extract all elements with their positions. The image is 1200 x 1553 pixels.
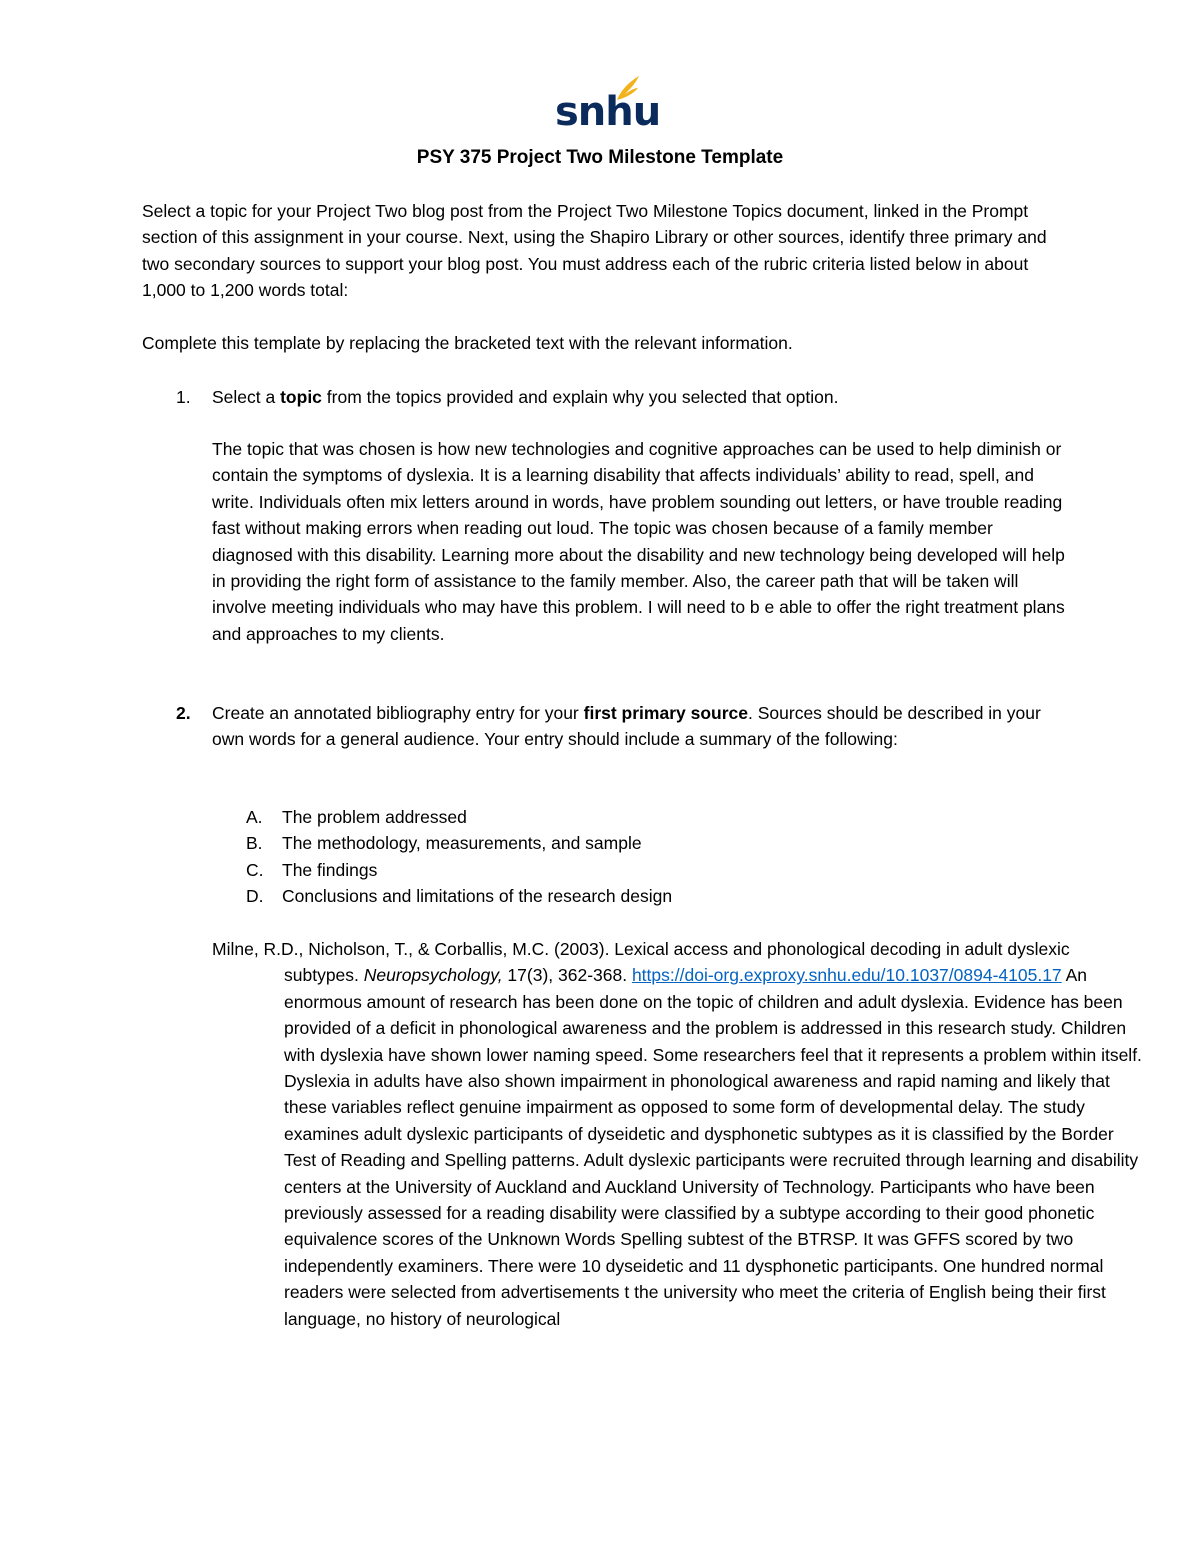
snhu-logo: [555, 74, 661, 135]
annotation-text: An enormous amount of research has been done on the topic of children and adult dyslexia. Evidence has been provided of a deficit in phonological awareness and the problem is addressed in this research study. Children with dyslexia have shown lower naming speed. Some researchers feel that it represents a problem within itself. Dyslexia in adults have also shown impairment in phonological awareness and rapid naming and likely that these variables reflect genuine impairment as opposed to some form of developmental delay. The study examines adult dyslexic participants of dyseidetic and dysphonetic subtypes as it is classified by the Border Test of Reading and Spelling patterns. Adult dyslexic participants were recruited through learning and disability centers at the University of Auckland and Auckland University of Technology. Participants who have been previously assessed for a reading disability were classified by a subtype according to their good phonetic equivalence scores of the Unknown Words Spelling subtest of the BTRSP. It was GFFS scored by two independently examiners. There were 10 dyseidetic and 11 dysphonetic participants. One hundred normal readers were selected from advertisements t the university who meet the criteria of English being their first language, no history of neurological: [284, 965, 1142, 1329]
list-item: [246, 857, 672, 883]
page-title: PSY 375 Project Two Milestone Template: [416, 147, 784, 168]
item-2-prompt-after: . Sources should be described in your own words for a general audience. Your entry should include a summary of the following:: [212, 703, 1041, 750]
citation-rest: (3), 362-368.: [526, 965, 632, 986]
item-2-prompt-before: Create an annotated bibliography entry for your: [212, 703, 584, 723]
citation-journal: Neuropsychology,: [363, 965, 508, 986]
list-item: [246, 830, 672, 856]
citation-start: Milne, R.D., Nicholson, T., & Corballis, M.C. (2003). Lexical access and phonological decoding in adult dyslexic subtypes.: [212, 939, 1070, 986]
item-1-number: 1.: [176, 387, 191, 407]
criteria-list: [246, 804, 672, 910]
bibliography-entry: [212, 936, 1144, 1332]
intro-paragraph: Select a topic for your Project Two blog post from the Project Two Milestone Topics document, linked in the Prompt section of this assignment in your course. Next, using the Shapiro Library or other sources, identify three primary and two secondary sources to support your blog post. You must address each of the rubric criteria listed below in about 1,000 to 1,200 words total:: [142, 201, 1047, 301]
list-item: [246, 804, 672, 830]
item-2-prompt: [212, 700, 1072, 753]
item-1-prompt: [212, 384, 1072, 410]
list-item-letter: C.: [246, 859, 264, 880]
list-item-text: The problem addressed: [282, 807, 467, 827]
list-item-letter: D.: [246, 886, 264, 907]
item-2-prompt-bold: first primary source: [583, 703, 748, 723]
item-2-number: 2.: [176, 703, 191, 723]
logo-text: snhu: [555, 89, 661, 135]
list-item-text: The findings: [282, 859, 378, 880]
item-1-prompt-after: from the topics provided and explain why you selected that option.: [321, 387, 839, 407]
list-item-text: The methodology, measurements, and sample: [282, 833, 642, 854]
list-item-letter: A.: [246, 807, 263, 827]
doi-link[interactable]: https://doi-org.exproxy.snhu.edu/10.1037/0894-4105.17: [631, 965, 1062, 986]
item-1-answer: The topic that was chosen is how new technologies and cognitive approaches can be used to help diminish or contain the symptoms of dyslexia. It is a learning disability that affects individuals’ ability to read, spell, and write. Individuals often mix letters around in words, have problem sounding out letters, or have trouble reading fast without making errors when reading out loud. The topic was chosen because of a family member diagnosed with this disability. Learning more about the disability and new technology being developed will help in providing the right form of assistance to the family member. Also, the career path that will be taken will involve meeting individuals who may have this problem. I will need to b e able to offer the right treatment plans and approaches to my clients.: [212, 439, 1065, 644]
item-1-prompt-before: Select a: [212, 387, 281, 407]
item-1-prompt-bold: topic: [280, 387, 322, 407]
list-item-text: Conclusions and limitations of the research design: [282, 886, 673, 907]
list-item-letter: B.: [246, 833, 263, 854]
instruction-paragraph: Complete this template by replacing the bracketed text with the relevant information.: [142, 333, 793, 353]
list-item: [246, 883, 672, 909]
citation-volume: 17: [507, 965, 527, 986]
